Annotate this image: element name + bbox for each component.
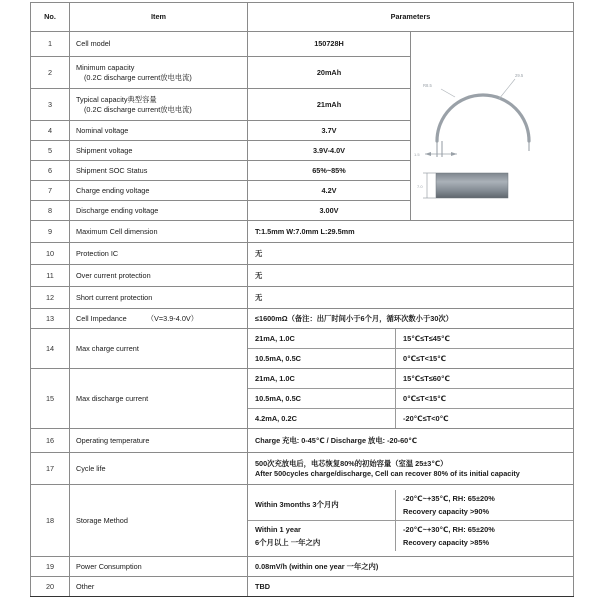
row-item-label: Over current protection: [70, 265, 248, 287]
row-number: 18: [31, 485, 70, 557]
row-item-label: Shipment SOC Status: [70, 161, 248, 181]
row-subtable-cell: [248, 369, 574, 429]
row-value: ≤1600mΩ（备注：出厂时间小于6个月，循环次数小于30次）: [248, 309, 574, 329]
row-number: 3: [31, 89, 70, 121]
leader-line-left: [441, 89, 455, 97]
row-item-label: Storage Method: [70, 485, 248, 557]
row-number: 16: [31, 429, 70, 453]
row-subtable-cell: [248, 485, 574, 557]
table-row: [31, 557, 574, 577]
row-value: [248, 453, 574, 485]
row-value: 21mAh: [248, 89, 411, 121]
row-value: T:1.5mm W:7.0mm L:29.5mm: [248, 221, 574, 243]
drawing-svg: [411, 33, 596, 219]
sub-temperature: 15℃≤T≤45℃: [396, 329, 574, 349]
item-main-text: Cell Impedance: [76, 313, 127, 323]
sub-temperature: -20℃≤T<0℃: [403, 413, 449, 423]
header-row: [31, 3, 574, 32]
storage-period-line2: 6个月以上 一年之内: [255, 537, 321, 547]
row-value: Charge 充电: 0-45℃ / Discharge 放电: -20-60℃: [248, 429, 574, 453]
table-row: [31, 221, 574, 243]
row-number: 12: [31, 287, 70, 309]
sub-temperature: 0℃≤T<15℃: [396, 389, 574, 409]
table-row: [31, 329, 574, 369]
row-item-label: [70, 57, 248, 89]
row-number: 6: [31, 161, 70, 181]
arc-label-right: 29.5: [515, 73, 524, 78]
row-item-label: Protection IC: [70, 243, 248, 265]
row-number: 14: [31, 329, 70, 369]
row-value: 20mAh: [248, 57, 411, 89]
row-item-label: Discharge ending voltage: [70, 201, 248, 221]
sub-current: 21mA, 1.0C: [248, 369, 396, 389]
row-number: 19: [31, 557, 70, 577]
storage-period: Within 3months 3个月内: [248, 490, 396, 521]
row-item-label: [70, 89, 248, 121]
row-value: 65%~85%: [248, 161, 411, 181]
table-row: [31, 369, 574, 429]
row-item-label: Maximum Cell dimension: [70, 221, 248, 243]
cell-drawing-cell: [411, 32, 574, 221]
row-value: 0.08mV/h (within one year 一年之内): [248, 557, 574, 577]
table-row: [31, 577, 574, 597]
side-height-label: 7.0: [417, 184, 423, 189]
subtable-row: [248, 369, 573, 389]
row-number: 13: [31, 309, 70, 329]
row-item-label: Power Consumption: [70, 557, 248, 577]
row-value: 无: [248, 243, 574, 265]
row-number: 1: [31, 32, 70, 57]
item-main-text: Minimum capacity: [76, 62, 135, 72]
storage-temp-rh: -20℃~+35℃, RH: 65±20%: [403, 493, 495, 503]
row-value: 4.2V: [248, 181, 411, 201]
table-body: [31, 32, 574, 597]
item-sub-text: (0.2C discharge current放电电流): [84, 72, 192, 82]
arc-label-left: R8.5: [423, 83, 432, 88]
row-value: 3.9V-4.0V: [248, 141, 411, 161]
side-view-group: [417, 173, 508, 198]
row-number: 2: [31, 57, 70, 89]
table-row: [31, 287, 574, 309]
row-value: TBD: [248, 577, 574, 597]
sub-temperature: 0℃≤T<15℃: [403, 353, 447, 363]
storage-recovery: Recovery capacity >85%: [403, 537, 490, 547]
dim-arrow-right: [451, 152, 457, 156]
item-voltage-note: （V=3.9-4.0V）: [146, 313, 199, 323]
row-number: 5: [31, 141, 70, 161]
subtable-row: [248, 349, 573, 369]
row-value: 无: [248, 265, 574, 287]
charge-current-subtable: [248, 329, 573, 368]
row-item-label: Nominal voltage: [70, 121, 248, 141]
sub-current: 10.5mA, 0.5C: [248, 389, 396, 409]
storage-period-line1: Within 1 year: [255, 524, 301, 534]
item-sub-text: (0.2C discharge current放电电流): [84, 104, 192, 114]
row-item-label: Other: [70, 577, 248, 597]
storage-condition: [396, 490, 574, 521]
row-number: 9: [31, 221, 70, 243]
row-number: 17: [31, 453, 70, 485]
storage-condition: [396, 521, 574, 552]
row-value: 150728H: [248, 32, 411, 57]
storage-temp-rh: -20℃~+30℃, RH: 65±20%: [403, 524, 495, 534]
sub-current: 10.5mA, 0.5C: [248, 349, 396, 369]
row-item-label: Cycle life: [70, 453, 248, 485]
table-row: [31, 453, 574, 485]
table-row: [31, 243, 574, 265]
column-header-parameters: Parameters: [248, 3, 574, 32]
row-value: 3.7V: [248, 121, 411, 141]
column-header-item: Item: [70, 3, 248, 32]
row-number: 10: [31, 243, 70, 265]
sub-current: 21mA, 1.0C: [248, 329, 396, 349]
table-row: [31, 265, 574, 287]
cell-technical-drawing: [411, 33, 573, 219]
row-item-label: Cell model: [70, 32, 248, 57]
cycle-life-line-en: After 500cycles charge/discharge, Cell can recover 80% of its initial capacity: [255, 468, 520, 478]
discharge-current-subtable: [248, 369, 573, 428]
storage-method-subtable: [248, 490, 573, 551]
row-number: 15: [31, 369, 70, 429]
table-row: [31, 309, 574, 329]
item-main-text: Typical capacity典型容量: [76, 94, 157, 104]
column-header-no: No.: [31, 3, 70, 32]
subtable-row: [248, 409, 573, 429]
row-item-label: Short current protection: [70, 287, 248, 309]
subtable-row: [248, 521, 573, 552]
row-value: 3.00V: [248, 201, 411, 221]
row-number: 8: [31, 201, 70, 221]
row-item-label: Charge ending voltage: [70, 181, 248, 201]
arc-cell-shape: [437, 95, 529, 141]
storage-period: [248, 521, 396, 552]
cycle-life-line-cn: 500次充放电后，电芯恢复80%的初始容量（室温 25±3℃）: [255, 458, 448, 468]
table-header: [31, 3, 574, 32]
row-item-label: Shipment voltage: [70, 141, 248, 161]
table-row: [31, 485, 574, 557]
subtable-row: [248, 329, 573, 349]
row-number: 11: [31, 265, 70, 287]
sub-current: 4.2mA, 0.2C: [248, 409, 396, 429]
side-view-body: [436, 173, 508, 198]
row-item-label: Max charge current: [70, 329, 248, 369]
row-item-label: [70, 309, 248, 329]
dim-arrow-left: [425, 152, 431, 156]
row-subtable-cell: [248, 329, 574, 369]
subtable-row: [248, 490, 573, 521]
subtable-row: [248, 389, 573, 409]
row-number: 20: [31, 577, 70, 597]
width-label: 1.5: [414, 152, 420, 157]
battery-specification-table: [30, 2, 574, 597]
table-row: [31, 32, 574, 57]
row-number: 7: [31, 181, 70, 201]
leader-line-right: [499, 79, 515, 99]
row-number: 4: [31, 121, 70, 141]
storage-recovery: Recovery capacity >90%: [403, 506, 490, 516]
table-row: [31, 429, 574, 453]
row-item-label: Operating temperature: [70, 429, 248, 453]
row-value: 无: [248, 287, 574, 309]
row-item-label: Max discharge current: [70, 369, 248, 429]
sub-temperature: 15℃≤T≤60℃: [396, 369, 574, 389]
